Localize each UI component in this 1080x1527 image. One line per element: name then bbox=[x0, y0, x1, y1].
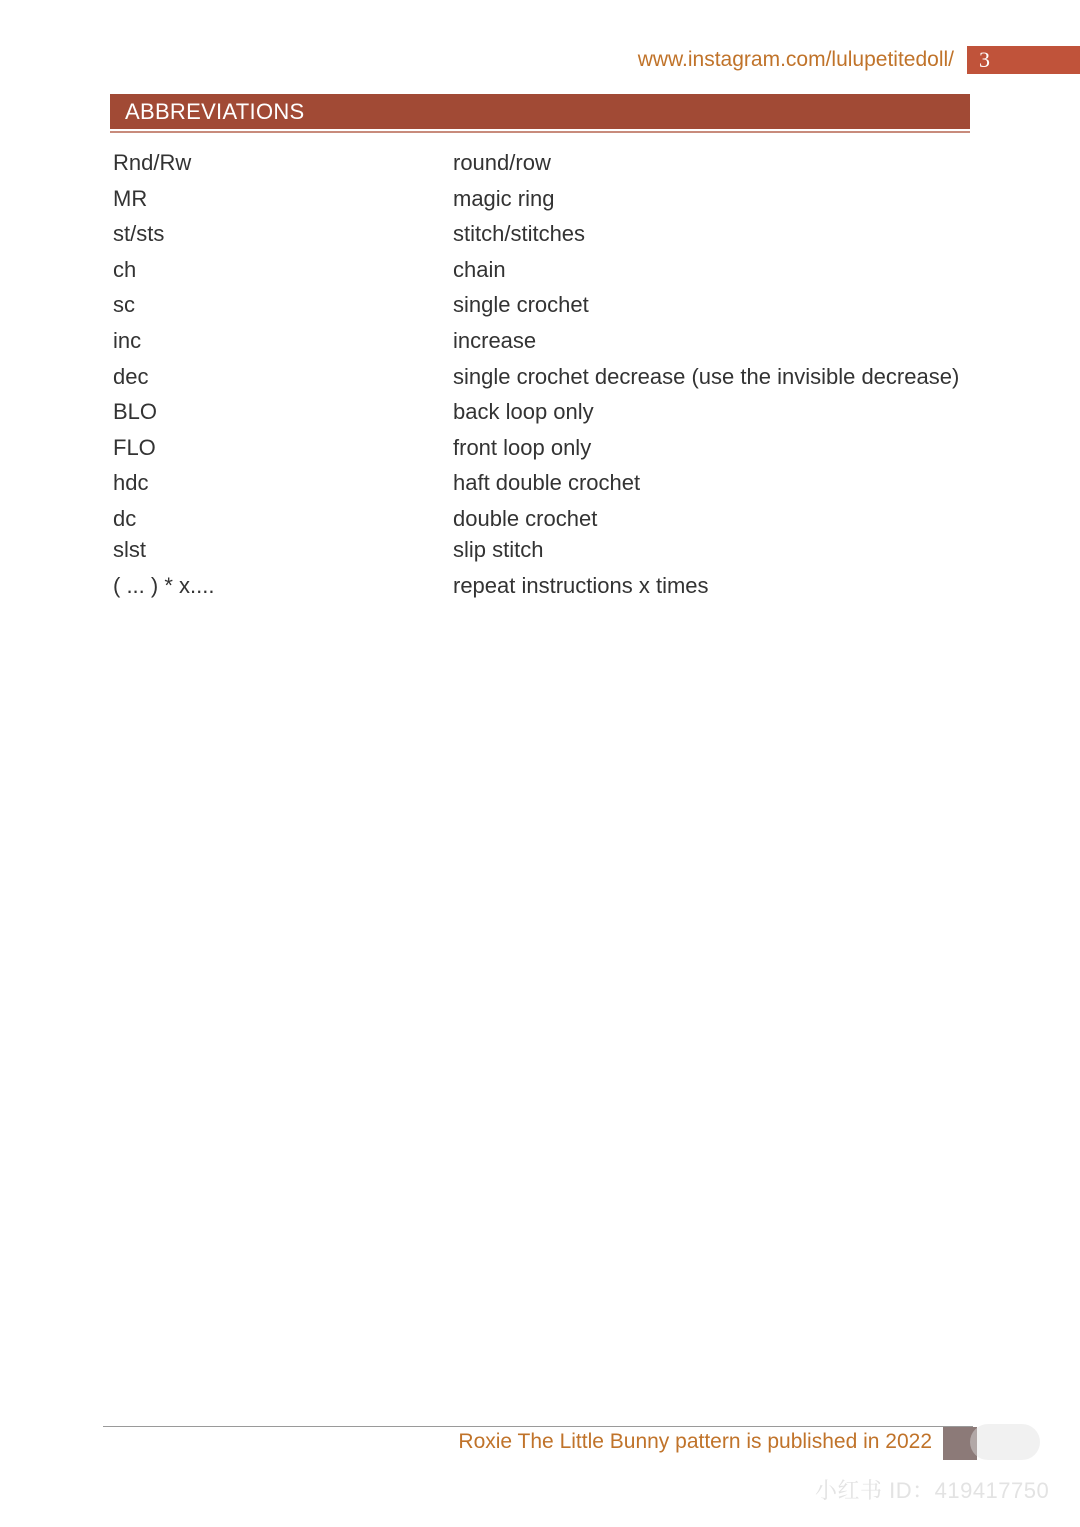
header-url: www.instagram.com/lulupetitedoll/ bbox=[637, 48, 954, 71]
abbreviation-definition: single crochet decrease (use the invisible decrease) bbox=[453, 364, 960, 389]
abbreviation-term: hdc bbox=[113, 470, 149, 495]
abbreviation-definition: front loop only bbox=[453, 435, 592, 460]
abbreviation-row bbox=[0, 150, 1080, 182]
abbreviation-row bbox=[0, 537, 1080, 569]
watermark-logo bbox=[970, 1424, 1040, 1460]
footer-text: Roxie The Little Bunny pattern is published in 2022 bbox=[458, 1430, 932, 1453]
abbreviation-row bbox=[0, 292, 1080, 324]
abbreviation-definition: magic ring bbox=[453, 186, 555, 211]
abbreviation-term: FLO bbox=[113, 435, 156, 460]
abbreviation-row bbox=[0, 435, 1080, 467]
abbreviation-term: sc bbox=[113, 292, 135, 317]
abbreviation-row bbox=[0, 364, 1080, 396]
abbreviation-row bbox=[0, 573, 1080, 605]
abbreviation-row bbox=[0, 399, 1080, 431]
abbreviation-definition: double crochet bbox=[453, 506, 598, 531]
abbreviation-term: BLO bbox=[113, 399, 158, 424]
abbreviation-definition: single crochet bbox=[453, 292, 589, 317]
abbreviation-row bbox=[0, 221, 1080, 253]
abbreviation-term: ( ... ) * x.... bbox=[113, 573, 215, 598]
page-number: 3 bbox=[967, 46, 1080, 74]
abbreviation-definition: round/row bbox=[453, 150, 551, 175]
abbreviation-term: inc bbox=[113, 328, 142, 353]
abbreviation-row bbox=[0, 257, 1080, 289]
abbreviation-term: slst bbox=[113, 537, 146, 562]
abbreviation-definition: haft double crochet bbox=[453, 470, 641, 495]
section-header: ABBREVIATIONS bbox=[110, 94, 970, 129]
section-rule bbox=[110, 131, 970, 133]
abbreviation-definition: increase bbox=[453, 328, 537, 353]
abbreviation-definition: back loop only bbox=[453, 399, 594, 424]
abbreviation-term: MR bbox=[113, 186, 148, 211]
abbreviation-term: dec bbox=[113, 364, 149, 389]
abbreviation-definition: chain bbox=[453, 257, 506, 282]
abbreviation-term: st/sts bbox=[113, 221, 165, 246]
footer-rule bbox=[103, 1426, 973, 1427]
abbreviation-row bbox=[0, 470, 1080, 502]
abbreviation-row bbox=[0, 328, 1080, 360]
abbreviation-definition: slip stitch bbox=[453, 537, 544, 562]
abbreviation-term: ch bbox=[113, 257, 137, 282]
abbreviation-definition: stitch/stitches bbox=[453, 221, 586, 246]
watermark-id: 小红书 ID：419417750 bbox=[815, 1478, 1050, 1503]
abbreviation-row bbox=[0, 186, 1080, 218]
abbreviation-term: dc bbox=[113, 506, 137, 531]
abbreviation-term: Rnd/Rw bbox=[113, 150, 192, 175]
abbreviation-row bbox=[0, 506, 1080, 538]
abbreviation-definition: repeat instructions x times bbox=[453, 573, 709, 598]
